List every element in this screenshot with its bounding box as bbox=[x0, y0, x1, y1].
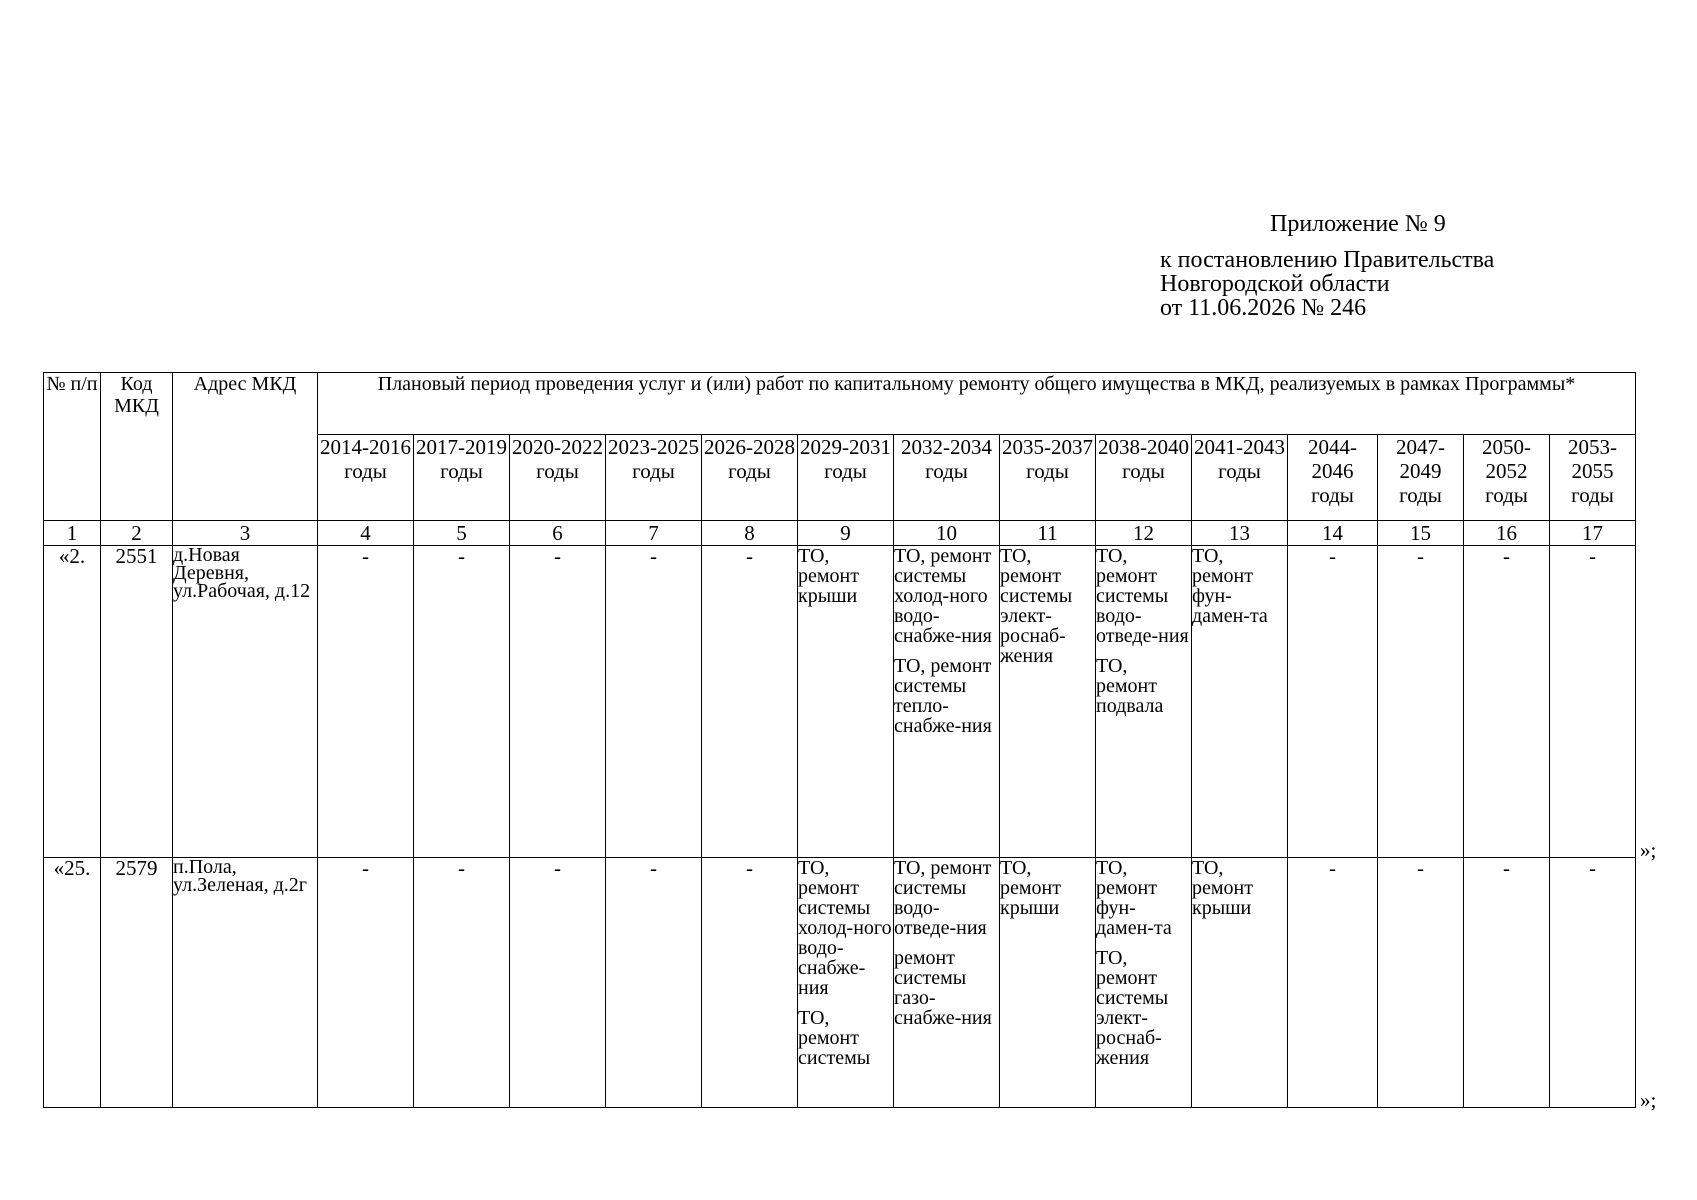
cell-col-14: - bbox=[1288, 858, 1378, 1108]
column-number-13: 13 bbox=[1192, 521, 1288, 546]
column-number-11: 11 bbox=[1000, 521, 1096, 546]
cell-col-13 bbox=[1192, 546, 1288, 858]
cell-col-12 bbox=[1096, 858, 1192, 1108]
header-np: № п/п bbox=[44, 373, 101, 521]
cell-col-7: - bbox=[606, 858, 702, 1108]
column-number-9: 9 bbox=[798, 521, 894, 546]
capital-repair-table bbox=[43, 372, 1636, 1108]
column-number-row bbox=[44, 521, 1636, 546]
cell-col-12 bbox=[1096, 546, 1192, 858]
cell-col-16: - bbox=[1464, 858, 1550, 1108]
work-item: ТО, ремонт системы водо-отведе-ния bbox=[1096, 545, 1189, 647]
work-item: ТО, ремонт фун-дамен-та bbox=[1192, 545, 1268, 627]
header-code: Код МКД bbox=[101, 373, 173, 521]
appendix-line-2: Новгородской области bbox=[1160, 271, 1390, 297]
header-year-13: 2050-2052 годы bbox=[1464, 435, 1550, 521]
column-number-8: 8 bbox=[702, 521, 798, 546]
cell-col-9 bbox=[798, 858, 894, 1108]
table-row bbox=[44, 546, 1636, 858]
cell-col-17: - bbox=[1550, 546, 1636, 858]
cell-col-8: - bbox=[702, 858, 798, 1108]
work-item: ремонт системы газо-снабже-ния bbox=[894, 947, 992, 1029]
column-number-16: 16 bbox=[1464, 521, 1550, 546]
row-number: «25. bbox=[44, 858, 101, 1108]
cell-col-10 bbox=[894, 546, 1000, 858]
cell-col-8: - bbox=[702, 546, 798, 858]
header-year-12: 2047-2049 годы bbox=[1378, 435, 1464, 521]
cell-col-11 bbox=[1000, 858, 1096, 1108]
work-item: ТО, ремонт крыши bbox=[1192, 857, 1253, 919]
cell-col-10 bbox=[894, 858, 1000, 1108]
column-number-2: 2 bbox=[101, 521, 173, 546]
cell-col-5: - bbox=[414, 858, 510, 1108]
header-year-9: 2038-2040 годы bbox=[1096, 435, 1192, 521]
work-item: ТО, ремонт системы элект-роснаб-жения bbox=[1096, 947, 1169, 1069]
column-number-4: 4 bbox=[318, 521, 414, 546]
header-year-14: 2053-2055 годы bbox=[1550, 435, 1636, 521]
cell-col-4: - bbox=[318, 546, 414, 858]
work-item: ТО, ремонт системы холод-ного водо-снабже-ния bbox=[798, 857, 892, 999]
appendix-block bbox=[1160, 210, 1660, 320]
cell-col-15: - bbox=[1378, 546, 1464, 858]
work-item: ТО, ремонт подвала bbox=[1096, 655, 1164, 717]
column-number-15: 15 bbox=[1378, 521, 1464, 546]
cell-col-7: - bbox=[606, 546, 702, 858]
column-number-7: 7 bbox=[606, 521, 702, 546]
column-number-1: 1 bbox=[44, 521, 101, 546]
mkd-code: 2551 bbox=[101, 546, 173, 858]
work-item: ТО, ремонт системы тепло-снабже-ния bbox=[894, 655, 992, 737]
column-number-5: 5 bbox=[414, 521, 510, 546]
header-year-6: 2029-2031 годы bbox=[798, 435, 894, 521]
cell-col-5: - bbox=[414, 546, 510, 858]
cell-col-16: - bbox=[1464, 546, 1550, 858]
header-year-4: 2023-2025 годы bbox=[606, 435, 702, 521]
header-year-3: 2020-2022 годы bbox=[510, 435, 606, 521]
appendix-number: Приложение № 9 bbox=[1270, 211, 1446, 237]
table-row bbox=[44, 858, 1636, 1108]
cell-col-6: - bbox=[510, 858, 606, 1108]
mkd-address: д.Новая Деревня, ул.Рабочая, д.12 bbox=[173, 546, 318, 858]
work-item: ТО, ремонт фун-дамен-та bbox=[1096, 857, 1172, 939]
cell-col-13 bbox=[1192, 858, 1288, 1108]
column-number-12: 12 bbox=[1096, 521, 1192, 546]
cell-col-17: - bbox=[1550, 858, 1636, 1108]
work-item: ТО, ремонт системы водо-отведе-ния bbox=[894, 857, 992, 939]
appendix-line-1: к постановлению Правительства bbox=[1160, 247, 1495, 273]
closing-mark-1: »; bbox=[1640, 838, 1657, 862]
header-year-8: 2035-2037 годы bbox=[1000, 435, 1096, 521]
column-number-3: 3 bbox=[173, 521, 318, 546]
mkd-address: п.Пола, ул.Зеленая, д.2г bbox=[173, 858, 318, 1108]
work-item: ТО, ремонт системы холод-ного водо-снабже-ния bbox=[894, 545, 992, 647]
header-year-11: 2044-2046 годы bbox=[1288, 435, 1378, 521]
column-number-17: 17 bbox=[1550, 521, 1636, 546]
cell-col-6: - bbox=[510, 546, 606, 858]
header-year-1: 2014-2016 годы bbox=[318, 435, 414, 521]
cell-col-9 bbox=[798, 546, 894, 858]
header-year-10: 2041-2043 годы bbox=[1192, 435, 1288, 521]
header-year-5: 2026-2028 годы bbox=[702, 435, 798, 521]
header-period: Плановый период проведения услуг и (или) работ по капитальному ремонту общего имущества в МКД, реализуемых в рамках Программы* bbox=[318, 373, 1636, 435]
work-item: ТО, ремонт крыши bbox=[1000, 857, 1061, 919]
column-number-10: 10 bbox=[894, 521, 1000, 546]
row-number: «2. bbox=[44, 546, 101, 858]
work-item: ТО, ремонт крыши bbox=[798, 545, 859, 607]
cell-col-4: - bbox=[318, 858, 414, 1108]
appendix-line-3: от 11.06.2026 № 246 bbox=[1160, 295, 1367, 321]
cell-col-15: - bbox=[1378, 858, 1464, 1108]
header-year-2: 2017-2019 годы bbox=[414, 435, 510, 521]
cell-col-11 bbox=[1000, 546, 1096, 858]
work-item: ТО, ремонт системы элект-роснаб-жения bbox=[1000, 545, 1073, 667]
column-number-14: 14 bbox=[1288, 521, 1378, 546]
header-year-7: 2032-2034 годы bbox=[894, 435, 1000, 521]
header-address: Адрес МКД bbox=[173, 373, 318, 521]
cell-col-14: - bbox=[1288, 546, 1378, 858]
work-item: ТО, ремонт системы bbox=[798, 1007, 871, 1069]
mkd-code: 2579 bbox=[101, 858, 173, 1108]
closing-mark-2: »; bbox=[1640, 1088, 1657, 1112]
column-number-6: 6 bbox=[510, 521, 606, 546]
